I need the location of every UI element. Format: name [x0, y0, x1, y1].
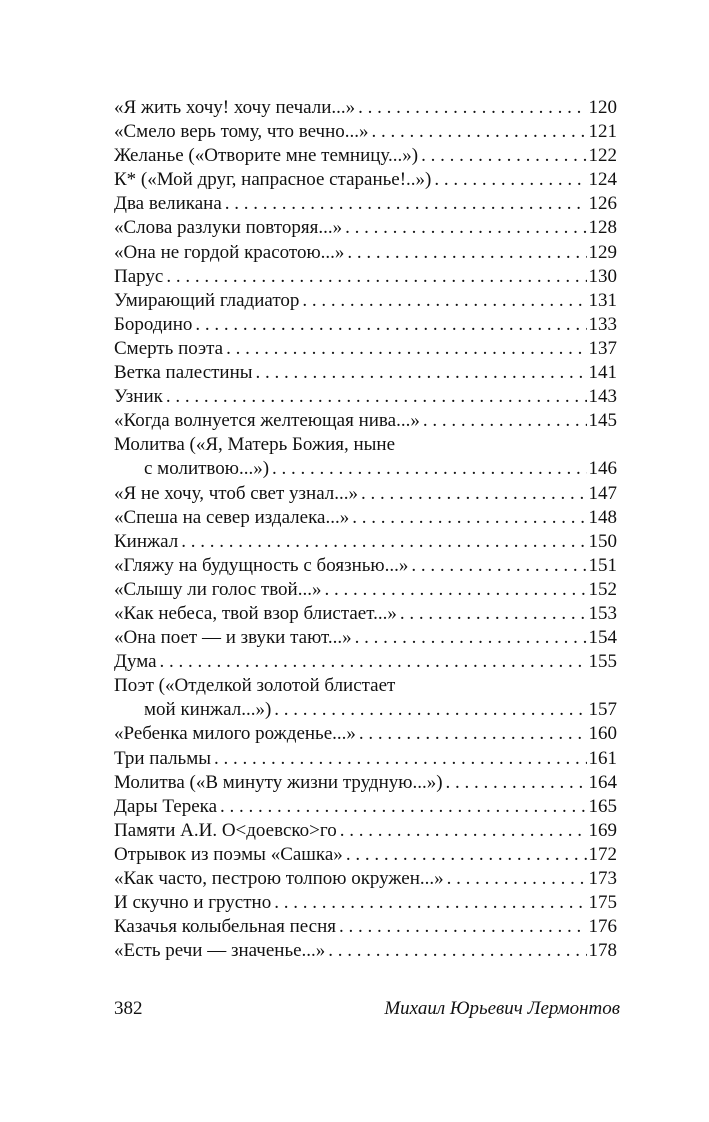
toc-entry-title: Узник	[114, 386, 163, 408]
toc-entry-title: Два великана	[114, 193, 222, 215]
toc-entry-title: «Ребенка милого рожденье...»	[114, 723, 356, 745]
dot-leader	[195, 313, 586, 337]
toc-entry-title: «Смело верь тому, что вечно...»	[114, 121, 369, 143]
toc-entry-page: 165	[588, 795, 617, 817]
dot-leader	[446, 771, 587, 795]
toc-entry-title: «Спеша на север издалека...»	[114, 506, 350, 528]
toc-entry	[114, 650, 617, 674]
toc-entry	[114, 120, 617, 144]
dot-leader	[340, 819, 587, 843]
toc-entry-title: Бородино	[114, 313, 193, 335]
toc-entry	[114, 554, 617, 578]
dot-leader	[256, 361, 587, 385]
dot-leader	[302, 289, 586, 313]
toc-entry-title: Умирающий гладиатор	[114, 289, 300, 311]
toc-entry-title: «Как небеса, твой взор блистает...»	[114, 602, 397, 624]
toc-entry	[114, 602, 617, 626]
toc-entry-page: 121	[588, 121, 617, 143]
dot-leader	[166, 385, 587, 409]
dot-leader	[372, 120, 587, 144]
toc-entry-title: Дума	[114, 651, 157, 673]
toc-entry-title: «Я жить хочу! хочу печали...»	[114, 97, 356, 118]
dot-leader	[347, 241, 586, 265]
toc-entry-title: Кинжал	[114, 530, 179, 552]
toc-entry	[114, 241, 617, 265]
toc-entry-title: «Как часто, пестрою толпою окружен...»	[114, 868, 444, 889]
dot-leader	[361, 482, 586, 506]
toc-entry	[114, 289, 617, 313]
dot-leader	[400, 602, 587, 626]
toc-entry-page: 145	[588, 410, 617, 432]
toc-entry-page: 141	[588, 362, 617, 384]
dot-leader	[272, 457, 586, 481]
toc-entry	[114, 843, 617, 867]
dot-leader	[411, 554, 586, 578]
toc-entry	[114, 96, 617, 120]
toc-entry	[114, 337, 617, 361]
toc-entry-title: Смерть поэта	[114, 337, 224, 359]
toc-entry-page: 130	[588, 265, 617, 287]
toc-entry-page: 172	[588, 843, 617, 865]
toc-entry-title: «Слова разлуки повторяя...»	[114, 217, 343, 239]
toc-entry-title: Молитва («В минуту жизни трудную...»)	[114, 771, 443, 793]
toc-entry	[114, 457, 617, 481]
toc-entry	[114, 698, 617, 722]
toc-entry-page: 137	[588, 337, 617, 359]
dot-leader	[214, 747, 586, 771]
dot-leader	[339, 915, 586, 939]
dot-leader	[225, 192, 587, 216]
toc-entry	[114, 891, 617, 915]
running-author: Михаил Юрьевич Лермонтов	[384, 998, 620, 1019]
toc-entry	[114, 168, 617, 192]
toc-entry-page: 164	[588, 771, 617, 793]
dot-leader	[220, 795, 586, 819]
toc-entry-page: 154	[588, 627, 617, 649]
toc-entry-page: 120	[588, 97, 617, 118]
toc-entry	[114, 795, 617, 819]
toc-entry	[114, 915, 617, 939]
toc-entry	[114, 722, 617, 746]
toc-entry-page: 176	[588, 916, 617, 938]
toc-entry	[114, 626, 617, 650]
toc-entry-title: И скучно и грустно	[114, 892, 272, 914]
toc-entry-title: Молитва («Я, Матерь Божия, ныне	[114, 434, 396, 456]
dot-leader	[447, 867, 587, 891]
toc-entry-page: 150	[588, 530, 617, 552]
toc-entry-line	[114, 433, 617, 457]
toc-entry-page: 133	[588, 313, 617, 335]
dot-leader	[226, 337, 586, 361]
toc-entry-title: «Есть речи — значенье...»	[114, 940, 326, 962]
dot-leader	[345, 216, 586, 240]
toc-entry-title: «Я не хочу, чтоб свет узнал...»	[114, 482, 359, 504]
toc-entry-title-continued: с молитвою...»)	[144, 458, 270, 480]
toc-entry-page: 155	[588, 651, 617, 673]
dot-leader	[358, 96, 586, 120]
toc-entry-page: 143	[588, 386, 617, 408]
dot-leader	[346, 843, 587, 867]
dot-leader	[181, 530, 586, 554]
toc-entry-page: 148	[588, 506, 617, 528]
toc-entry-title: Казачья колыбельная песня	[114, 916, 337, 938]
toc-entry-page: 129	[588, 241, 617, 263]
toc-entry-page: 131	[588, 289, 617, 311]
toc-entry-title: Отрывок из поэмы «Сашка»	[114, 843, 343, 865]
toc-entry-page: 175	[588, 892, 617, 914]
dot-leader	[421, 144, 586, 168]
dot-leader	[434, 168, 586, 192]
toc-entry-page: 128	[588, 217, 617, 239]
toc-entry	[114, 192, 617, 216]
dot-leader	[352, 506, 586, 530]
toc-entry-title: «Когда волнуется желтеющая нива...»	[114, 410, 420, 432]
toc-entry	[114, 409, 617, 433]
toc-entry	[114, 747, 617, 771]
toc-entry-title: Поэт («Отделкой золотой блистает	[114, 675, 396, 697]
toc-entry-title: Желанье («Отворите мне темницу...»)	[114, 145, 419, 167]
toc-entry-title: Дары Терека	[114, 795, 218, 817]
toc-entry	[114, 361, 617, 385]
toc-entry-title: Ветка палестины	[114, 362, 253, 384]
toc-entry	[114, 771, 617, 795]
toc-entry	[114, 867, 617, 891]
toc-entry-page: 122	[588, 145, 617, 167]
page-footer	[114, 998, 620, 1020]
toc-entry-page: 124	[588, 169, 617, 191]
toc-entry-page: 157	[588, 699, 617, 721]
toc-entry	[114, 530, 617, 554]
dot-leader	[328, 939, 586, 963]
toc-entry-title: «Гляжу на будущность с боязнью...»	[114, 554, 409, 576]
toc-entry	[114, 482, 617, 506]
toc-entry	[114, 265, 617, 289]
dot-leader	[274, 891, 586, 915]
table-of-contents	[114, 96, 617, 963]
dot-leader	[324, 578, 586, 602]
dot-leader	[274, 698, 586, 722]
dot-leader	[355, 626, 587, 650]
toc-entry-page: 160	[588, 723, 617, 745]
dot-leader	[166, 265, 586, 289]
toc-entry-title: «Слышу ли голос твой...»	[114, 578, 322, 600]
toc-entry-title: Парус	[114, 265, 164, 287]
dot-leader	[423, 409, 587, 433]
toc-entry-page: 147	[588, 482, 617, 504]
toc-entry-title: «Она не гордой красотою...»	[114, 241, 345, 263]
toc-entry	[114, 216, 617, 240]
dot-leader	[160, 650, 587, 674]
toc-entry-page: 153	[588, 602, 617, 624]
toc-entry-title: Памяти А.И. О<доевско>го	[114, 819, 337, 841]
toc-entry	[114, 313, 617, 337]
toc-entry-page: 146	[588, 458, 617, 480]
toc-entry	[114, 939, 617, 963]
toc-entry	[114, 578, 617, 602]
toc-entry-line	[114, 674, 617, 698]
toc-entry	[114, 819, 617, 843]
toc-entry-title: «Она поет — и звуки тают...»	[114, 627, 352, 649]
toc-entry	[114, 506, 617, 530]
toc-entry-title: Три пальмы	[114, 747, 212, 769]
toc-entry-page: 151	[588, 554, 617, 576]
toc-entry-page: 161	[588, 747, 617, 769]
page-number: 382	[114, 998, 143, 1019]
toc-entry-page: 178	[588, 940, 617, 962]
toc-entry-page: 173	[588, 868, 617, 889]
toc-entry-page: 126	[588, 193, 617, 215]
toc-entry-title: К* («Мой друг, напрасное старанье!..»)	[114, 169, 432, 191]
dot-leader	[359, 722, 587, 746]
toc-entry-title-continued: мой кинжал...»)	[144, 699, 272, 721]
toc-entry	[114, 385, 617, 409]
toc-entry	[114, 144, 617, 168]
toc-entry-page: 152	[588, 578, 617, 600]
toc-entry-page: 169	[588, 819, 617, 841]
